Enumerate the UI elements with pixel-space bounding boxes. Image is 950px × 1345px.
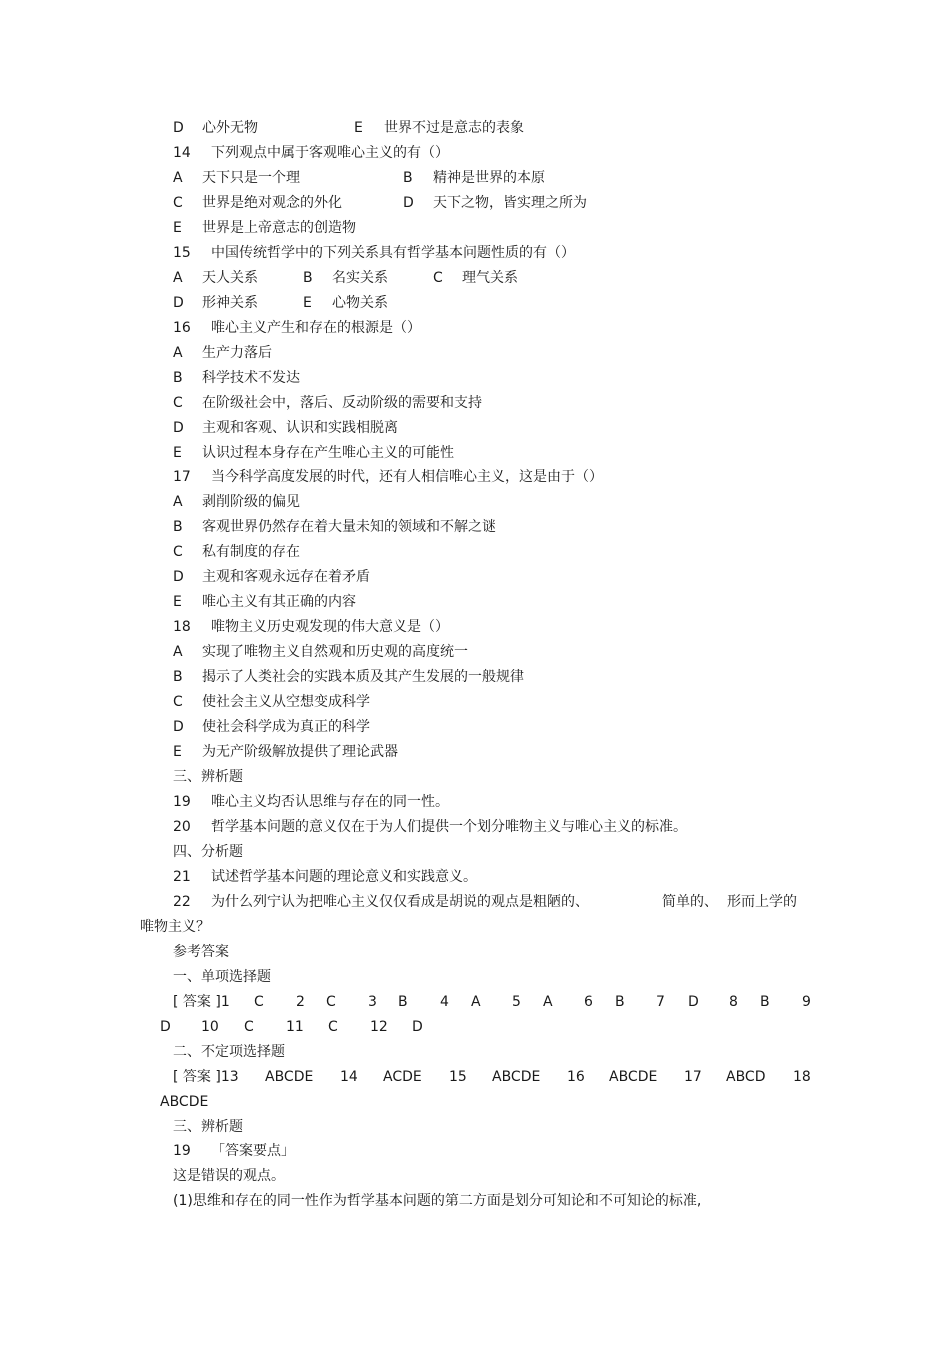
answer-number: 12 (370, 1019, 388, 1035)
question-stem-part: 为什么列宁认为把唯心主义仅仅看成是胡说的观点是粗陋的、 (211, 894, 589, 910)
answer-number: 18 (793, 1069, 811, 1085)
question-number: 21 (173, 869, 191, 885)
option-text: 主观和客观永远存在着矛盾 (202, 569, 370, 585)
option-letter: A (173, 644, 183, 660)
option-letter: A (173, 270, 183, 286)
option-letter: B (173, 669, 183, 685)
section-heading: 三、辨析题 (173, 1119, 243, 1135)
option-text: 形神关系 (202, 295, 258, 311)
question-stem: 中国传统哲学中的下列关系具有哲学基本问题性质的有（） (211, 245, 575, 261)
question-stem-wrap: 唯物主义？ (140, 919, 210, 935)
answer-prefix: [ 答案 ]1 (173, 994, 230, 1010)
answer-number: 14 (340, 1069, 358, 1085)
option-letter: B (303, 270, 313, 286)
option-letter: C (433, 270, 443, 286)
option-text: 实现了唯物主义自然观和历史观的高度统一 (202, 644, 468, 660)
answer-number: 15 (449, 1069, 467, 1085)
answer-number: 17 (684, 1069, 702, 1085)
answer-prefix: [ 答案 ]13 (173, 1069, 239, 1085)
option-text: 揭示了人类社会的实践本质及其产生发展的一般规律 (202, 669, 524, 685)
option-text: 天下之物，皆实理之所为 (433, 195, 587, 211)
option-text: 唯心主义有其正确的内容 (202, 594, 356, 610)
option-letter: D (173, 569, 184, 585)
option-letter: D (173, 295, 184, 311)
answer-value: ABCD (726, 1069, 766, 1085)
answer-value: C (244, 1019, 254, 1035)
answer-number: 10 (201, 1019, 219, 1035)
question-number: 15 (173, 245, 191, 261)
option-letter: A (173, 345, 183, 361)
answer-value: B (760, 994, 770, 1010)
question-stem: 唯心主义均否认思维与存在的同一性。 (211, 794, 449, 810)
option-text: 世界不过是意志的表象 (384, 120, 524, 136)
answer-value: D (688, 994, 699, 1010)
option-text: 世界是上帝意志的创造物 (202, 220, 356, 236)
answer-text: 这是错误的观点。 (173, 1168, 285, 1184)
question-stem: 下列观点中属于客观唯心主义的有（） (211, 145, 449, 161)
question-stem: 哲学基本问题的意义仅在于为人们提供一个划分唯物主义与唯心主义的标准。 (211, 819, 687, 835)
section-heading: 一、单项选择题 (173, 969, 271, 985)
answer-value: D (412, 1019, 423, 1035)
option-letter: E (173, 220, 182, 236)
answer-number: 7 (656, 994, 665, 1010)
option-letter: B (173, 519, 183, 535)
option-text: 认识过程本身存在产生唯心主义的可能性 (202, 445, 454, 461)
question-number: 16 (173, 320, 191, 336)
option-text: 客观世界仍然存在着大量未知的领域和不解之谜 (202, 519, 496, 535)
answer-number: 11 (286, 1019, 304, 1035)
answer-number: 5 (512, 994, 521, 1010)
answer-key-label: 「答案要点」 (211, 1143, 295, 1159)
answer-value: B (398, 994, 408, 1010)
section-heading: 二、不定项选择题 (173, 1044, 285, 1060)
option-letter: C (173, 195, 183, 211)
answer-number: 16 (567, 1069, 585, 1085)
question-number: 18 (173, 619, 191, 635)
option-text: 天人关系 (202, 270, 258, 286)
option-text: 使社会主义从空想变成科学 (202, 694, 370, 710)
option-text: 在阶级社会中，落后、反动阶级的需要和支持 (202, 395, 482, 411)
question-stem-part: 简单的、 (662, 894, 718, 910)
answer-value: ABCDE (609, 1069, 658, 1085)
option-letter: E (354, 120, 363, 136)
option-text: 心外无物 (202, 120, 258, 136)
option-text: 理气关系 (462, 270, 518, 286)
answer-value: B (615, 994, 625, 1010)
answer-number: 9 (802, 994, 811, 1010)
section-heading: 三、辨析题 (173, 769, 243, 785)
option-text: 精神是世界的本原 (433, 170, 545, 186)
option-letter: B (403, 170, 413, 186)
option-text: 私有制度的存在 (202, 544, 300, 560)
section-heading: 四、分析题 (173, 844, 243, 860)
answer-number: 4 (440, 994, 449, 1010)
option-text: 天下只是一个理 (202, 170, 300, 186)
question-number: 19 (173, 1143, 191, 1159)
answer-number: 2 (296, 994, 305, 1010)
answer-value: ABCDE (492, 1069, 541, 1085)
option-letter: C (173, 544, 183, 560)
option-text: 生产力落后 (202, 345, 272, 361)
option-letter: C (173, 694, 183, 710)
question-number: 22 (173, 894, 191, 910)
answer-value: A (471, 994, 481, 1010)
question-stem: 唯心主义产生和存在的根源是（） (211, 320, 421, 336)
answer-value: D (160, 1019, 171, 1035)
option-letter: A (173, 494, 183, 510)
option-letter: E (173, 744, 182, 760)
option-letter: E (303, 295, 312, 311)
option-letter: D (403, 195, 414, 211)
question-number: 19 (173, 794, 191, 810)
question-stem: 试述哲学基本问题的理论意义和实践意义。 (211, 869, 477, 885)
option-text: 剥削阶级的偏见 (202, 494, 300, 510)
option-letter: E (173, 445, 182, 461)
answer-value: C (328, 1019, 338, 1035)
answer-value: C (254, 994, 264, 1010)
question-number: 17 (173, 469, 191, 485)
answer-text: (1)思维和存在的同一性作为哲学基本问题的第二方面是划分可知论和不可知论的标准, (173, 1193, 702, 1209)
option-text: 主观和客观、认识和实践相脱离 (202, 420, 398, 436)
option-letter: A (173, 170, 183, 186)
question-number: 20 (173, 819, 191, 835)
answer-value: ABCDE (160, 1094, 209, 1110)
option-letter: D (173, 420, 184, 436)
question-stem: 当今科学高度发展的时代，还有人相信唯心主义，这是由于（） (211, 469, 603, 485)
answer-value: A (543, 994, 553, 1010)
option-letter: D (173, 719, 184, 735)
answer-number: 6 (584, 994, 593, 1010)
option-text: 世界是绝对观念的外化 (202, 195, 342, 211)
option-letter: C (173, 395, 183, 411)
answer-value: C (326, 994, 336, 1010)
question-stem: 唯物主义历史观发现的伟大意义是（） (211, 619, 449, 635)
answers-title: 参考答案 (173, 944, 229, 960)
answer-number: 8 (729, 994, 738, 1010)
answer-number: 3 (368, 994, 377, 1010)
option-text: 使社会科学成为真正的科学 (202, 719, 370, 735)
option-text: 心物关系 (332, 295, 388, 311)
option-text: 为无产阶级解放提供了理论武器 (202, 744, 398, 760)
question-number: 14 (173, 145, 191, 161)
answer-value: ABCDE (265, 1069, 314, 1085)
option-letter: D (173, 120, 184, 136)
option-letter: E (173, 594, 182, 610)
option-letter: B (173, 370, 183, 386)
option-text: 名实关系 (332, 270, 388, 286)
question-stem-part: 形而上学的 (727, 894, 797, 910)
option-text: 科学技术不发达 (202, 370, 300, 386)
answer-value: ACDE (383, 1069, 422, 1085)
